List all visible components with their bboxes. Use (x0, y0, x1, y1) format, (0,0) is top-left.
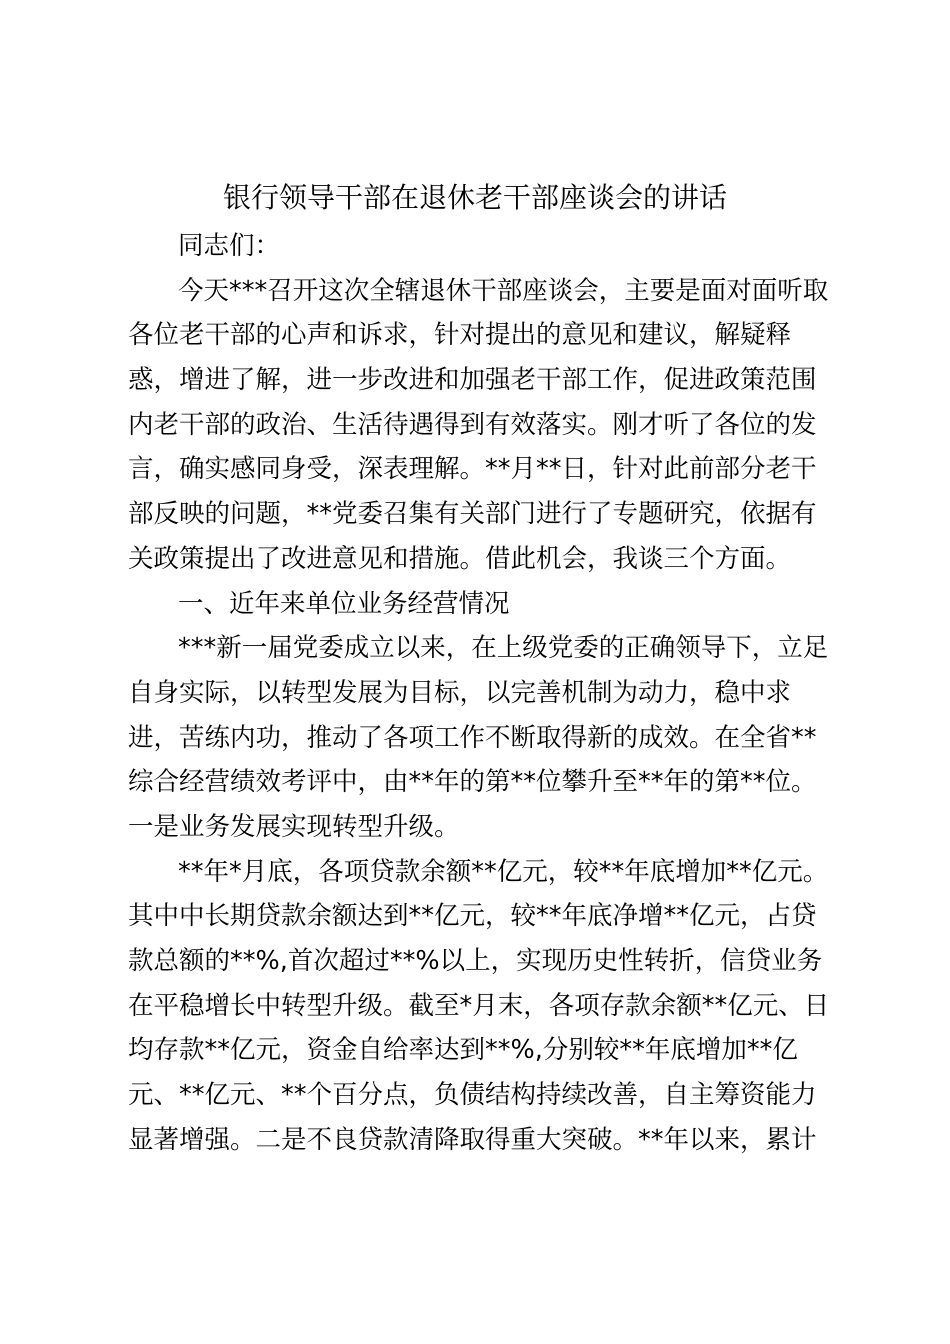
text-line: 均存款**亿元，资金自给率达到**%,分别较**年底增加**亿 (128, 1035, 798, 1066)
text-line: 同志们： (178, 231, 281, 261)
text-line: 在平稳增长中转型升级。截至*月末，各项存款余额**亿元、日 (128, 990, 830, 1021)
text-line: 其中中长期贷款余额达到**亿元，较**年底净增**亿元，占贷 (128, 901, 817, 932)
text-line: 自身实际，以转型发展为目标，以完善机制为动力，稳中求 (128, 677, 792, 708)
text-line: 部反映的问题，**党委召集有关部门进行了专题研究，依据有 (128, 499, 817, 530)
text-line: 综合经营绩效考评中，由**年的第**位攀升至**年的第**位。 (128, 767, 817, 798)
text-line: 元、**亿元、**个百分点，负债结构持续改善，自主筹资能力 (128, 1080, 817, 1111)
text-line: 内老干部的政治、生活待遇得到有效落实。刚才听了各位的发 (128, 409, 817, 440)
text-line: 显著增强。二是不良贷款清降取得重大突破。**年以来，累计 (128, 1124, 817, 1155)
text-line: 一是业务发展实现转型升级。 (128, 811, 460, 842)
document-title: 银行领导干部在退休老干部座谈会的讲话 (222, 181, 727, 214)
text-line: 款总额的**%,首次超过**%以上，实现历史性转折，信贷业务 (128, 946, 823, 976)
text-line: 惑，增进了解，进一步改进和加强老干部工作，促进政策范围 (128, 365, 817, 396)
text-line: 进，苦练内功，推动了各项工作不断取得新的成效。在全省** (128, 722, 817, 753)
document-body (128, 224, 833, 1162)
text-line: ***新一届党委成立以来，在上级党委的正确领导下，立足 (178, 633, 829, 664)
text-line: 关政策提出了改进意见和措施。借此机会，我谈三个方面。 (128, 543, 792, 574)
text-line: 今天***召开这次全辖退休干部座谈会，主要是面对面听取 (178, 275, 829, 306)
text-line: 言，确实感同身受，深表理解。**月**日，针对此前部分老干 (128, 454, 817, 485)
text-line: **年*月底，各项贷款余额**亿元，较**年底增加**亿元。 (178, 856, 829, 887)
text-line: 一、近年来单位业务经营情况 (178, 588, 510, 619)
text-line: 各位老干部的心声和诉求，针对提出的意见和建议，解疑释 (128, 320, 792, 351)
